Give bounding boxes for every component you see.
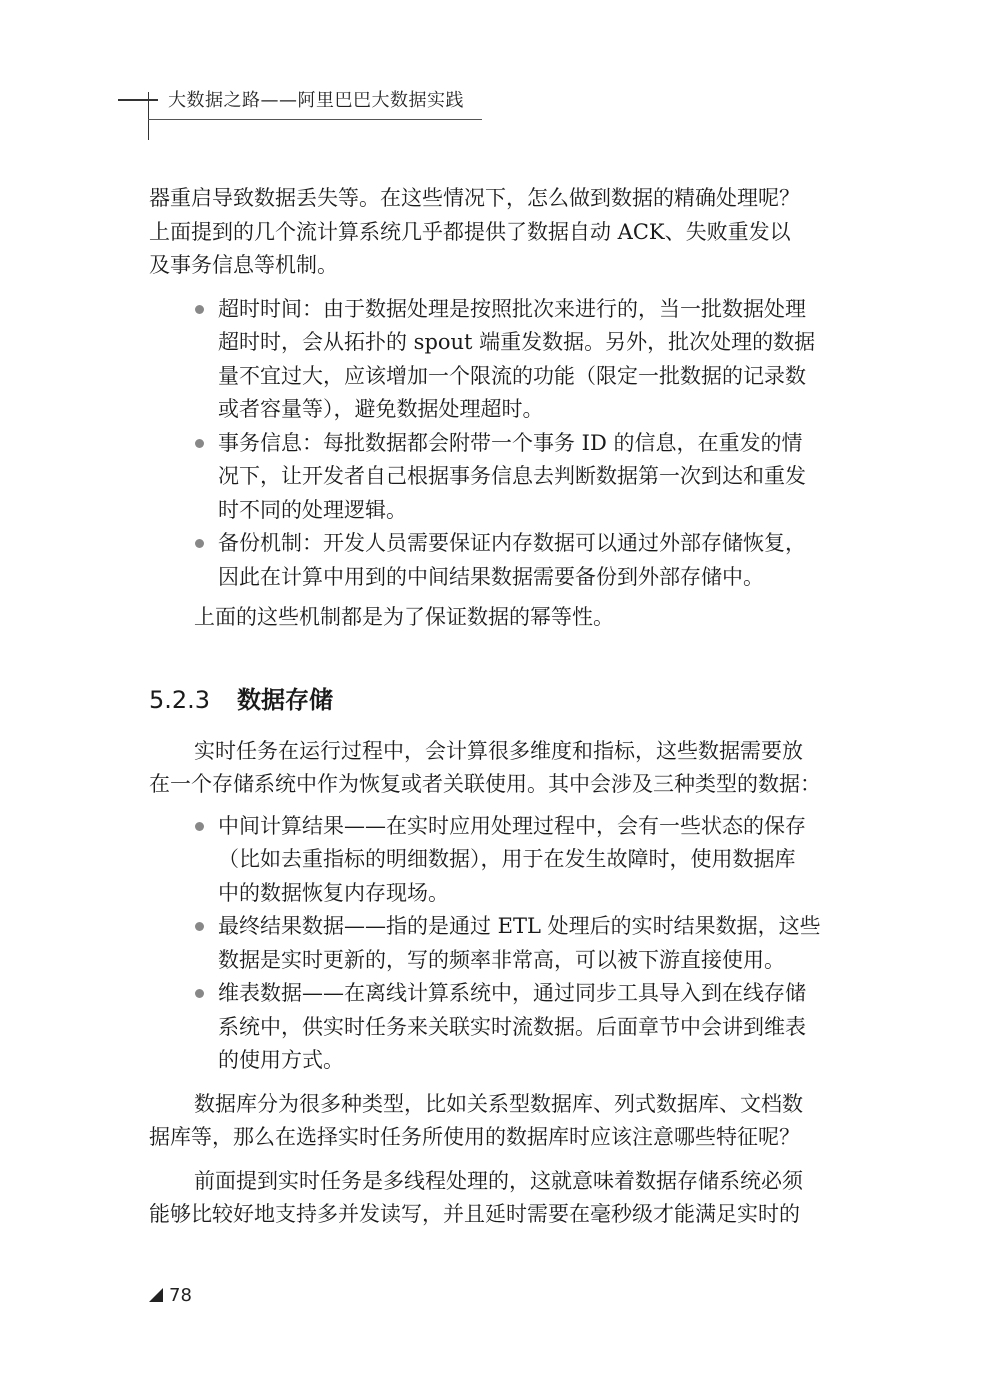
list-item bbox=[149, 293, 857, 427]
text-line: 在一个存储系统中作为恢复或者关联使用。其中会涉及三种类型的数据： bbox=[149, 772, 821, 796]
text-line: 数据是实时更新的，写的频率非常高，可以被下游直接使用。 bbox=[218, 947, 785, 972]
paragraph-3 bbox=[149, 735, 857, 802]
paragraph-5 bbox=[149, 1165, 857, 1232]
paragraph-1 bbox=[149, 182, 857, 283]
text-line: 最终结果数据——指的是通过 ETL 处理后的实时结果数据，这些 bbox=[218, 914, 821, 938]
paragraph-4 bbox=[149, 1088, 857, 1155]
page-footer bbox=[149, 1284, 192, 1308]
text-line: 维表数据——在离线计算系统中，通过同步工具导入到在线存储 bbox=[218, 981, 806, 1005]
text-line: 况下，让开发者自己根据事务信息去判断数据第一次到达和重发 bbox=[218, 464, 806, 488]
text-line: 超时时间：由于数据处理是按照批次来进行的，当一批数据处理 bbox=[218, 296, 806, 321]
bullet-icon bbox=[195, 822, 204, 831]
header-rule-left bbox=[118, 99, 158, 101]
text-line: 或者容量等），避免数据处理超时。 bbox=[218, 397, 544, 421]
text-line: 事务信息：每批数据都会附带一个事务 ID 的信息，在重发的情 bbox=[218, 430, 803, 455]
bullet-icon bbox=[195, 989, 204, 998]
list-item bbox=[149, 810, 857, 911]
text-line: 据库等，那么在选择实时任务所使用的数据库时应该注意哪些特征呢？ bbox=[149, 1125, 800, 1149]
bullet-icon bbox=[195, 305, 204, 314]
list-item bbox=[149, 910, 857, 977]
bullet-icon bbox=[195, 439, 204, 448]
text-line: 中间计算结果——在实时应用处理过程中，会有一些状态的保存 bbox=[218, 813, 806, 838]
text-line: 中的数据恢复内存现场。 bbox=[218, 880, 449, 905]
page-body bbox=[149, 182, 857, 1232]
header-rule-right bbox=[148, 119, 482, 120]
text-line: 因此在计算中用到的中间结果数据需要备份到外部存储中。 bbox=[218, 564, 764, 589]
text-line: （比如去重指标的明细数据），用于在发生故障时，使用数据库 bbox=[218, 847, 796, 871]
list-item bbox=[149, 427, 857, 528]
paragraph-2: 上面的这些机制都是为了保证数据的幂等性。 bbox=[194, 605, 614, 629]
text-line: 上面提到的几个流计算系统几乎都提供了数据自动 ACK、失败重发以 bbox=[149, 219, 791, 244]
text-line: 备份机制：开发人员需要保证内存数据可以通过外部存储恢复， bbox=[218, 531, 806, 555]
list-item bbox=[149, 977, 857, 1078]
text-line: 及事务信息等机制。 bbox=[149, 253, 338, 277]
bullet-icon bbox=[195, 539, 204, 548]
section-title: 数据存储 bbox=[237, 685, 333, 714]
header-rule-vertical bbox=[148, 92, 149, 140]
section-heading bbox=[149, 683, 857, 717]
section-number: 5.2.3 bbox=[149, 685, 211, 714]
bullet-list-1 bbox=[149, 293, 857, 595]
text-line: 实时任务在运行过程中，会计算很多维度和指标，这些数据需要放 bbox=[194, 738, 803, 763]
text-line: 超时时，会从拓扑的 spout 端重发数据。另外，批次处理的数据 bbox=[218, 330, 816, 354]
list-item bbox=[149, 527, 857, 594]
bullet-list-2 bbox=[149, 810, 857, 1078]
text-line: 量不宜过大，应该增加一个限流的功能（限定一批数据的记录数 bbox=[218, 363, 806, 388]
text-line: 前面提到实时任务是多线程处理的，这就意味着数据存储系统必须 bbox=[194, 1168, 803, 1193]
bullet-icon bbox=[195, 922, 204, 931]
text-line: 时不同的处理逻辑。 bbox=[218, 497, 407, 522]
text-line: 系统中，供实时任务来关联实时流数据。后面章节中会讲到维表 bbox=[218, 1014, 806, 1039]
text-line: 数据库分为很多种类型，比如关系型数据库、列式数据库、文档数 bbox=[194, 1091, 803, 1116]
page-number: 78 bbox=[169, 1285, 192, 1306]
text-line: 的使用方式。 bbox=[218, 1048, 344, 1072]
running-header-title: 大数据之路——阿里巴巴大数据实践 bbox=[168, 90, 464, 111]
text-line: 能够比较好地支持多并发读写，并且延时需要在毫秒级才能满足实时的 bbox=[149, 1202, 800, 1226]
text-line: 器重启导致数据丢失等。在这些情况下，怎么做到数据的精确处理呢？ bbox=[149, 186, 800, 210]
page-corner-triangle-icon bbox=[149, 1288, 163, 1302]
